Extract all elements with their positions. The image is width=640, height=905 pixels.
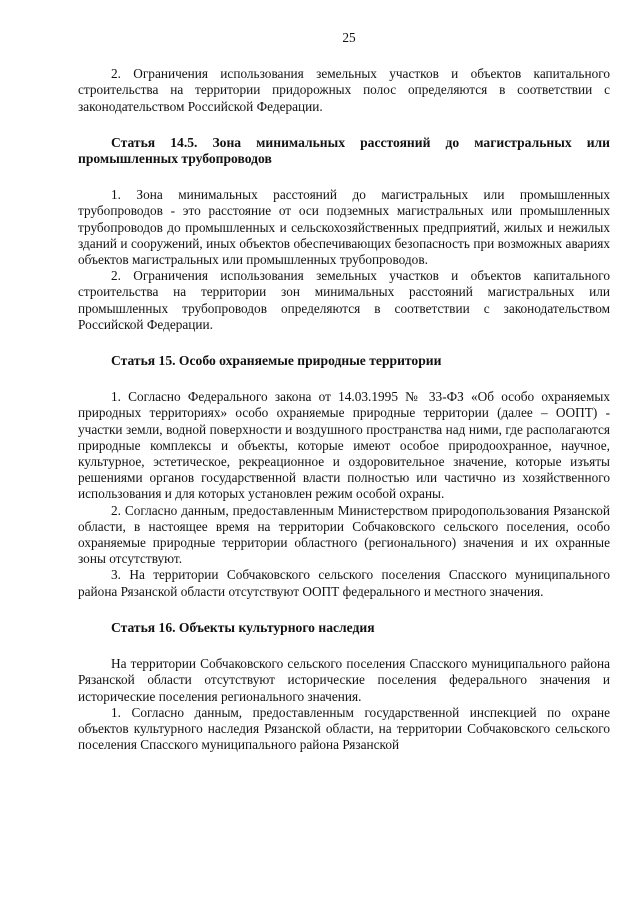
heading-article-16: Статья 16. Объекты культурного наследия <box>111 619 375 635</box>
paragraph-15-2: 2. Согласно данным, предоставленным Министерством природопользования Рязанской области, в настоящее время на территории Собчаковского сельского поселения, особо охраняемые природные территории областного (регионального) значения и их охранные зоны отсутствуют. <box>78 502 610 567</box>
paragraph-15-1: 1. Согласно Федерального закона от 14.03.1995 № 33-ФЗ «Об особо охраняемых природных территориях» особо охраняемые природные территории (далее – ООПТ) - участки земли, водной поверхности и воздушного пространства над ними, где располагаются природные комплексы и объекты, которые имеют особое природоохранное, научное, культурное, эстетическое, рекреационное и оздоровительное значение, которые изъяты решениями органов государственной власти полностью или частично из хозяйственного использования и для которых установлен режим особой охраны. <box>78 389 610 502</box>
heading-article-15: Статья 15. Особо охраняемые природные территории <box>111 353 442 369</box>
paragraph-16-intro: На территории Собчаковского сельского поселения Спасского муниципального района Рязанской области отсутствуют исторические поселения федерального значения и исторические поселения регионального значения. <box>78 656 610 704</box>
paragraph-14-5-2: 2. Ограничения использования земельных участков и объектов капитального строительства на территории зон минимальных расстояний магистральных или промышленных трубопроводов определяются в соответствии с законодательством Российской Федерации. <box>78 268 610 332</box>
paragraph-14-4-2: 2. Ограничения использования земельных участков и объектов капитального строительства на территории придорожных полос определяются в соответствии с законодательством Российской Федерации. <box>78 66 610 114</box>
paragraph-16-1: 1. Согласно данным, предоставленным государственной инспекцией по охране объектов культурного наследия Рязанской области, на территории Собчаковского сельского поселения Спасского муниципального района Рязанской <box>78 704 610 753</box>
heading-article-14-5: Статья 14.5. Зона минимальных расстояний до магистральных или промышленных трубопроводов <box>78 134 610 167</box>
page-number: 25 <box>342 30 356 45</box>
paragraph-14-5-1: 1. Зона минимальных расстояний до магистральных или промышленных трубопроводов - это расстояние от оси подземных магистральных или промышленных трубопроводов до промышленных и сельскохозяйственных предприятий, жилых и нежилых зданий и сооружений, иных объектов обеспечивающих безопасность при возможных авариях объектов магистральных или промышленных трубопроводов. <box>78 187 610 268</box>
paragraph-15-3: 3. На территории Собчаковского сельского поселения Спасского муниципального района Рязанской области отсутствуют ООПТ федерального и местного значения. <box>78 567 610 599</box>
